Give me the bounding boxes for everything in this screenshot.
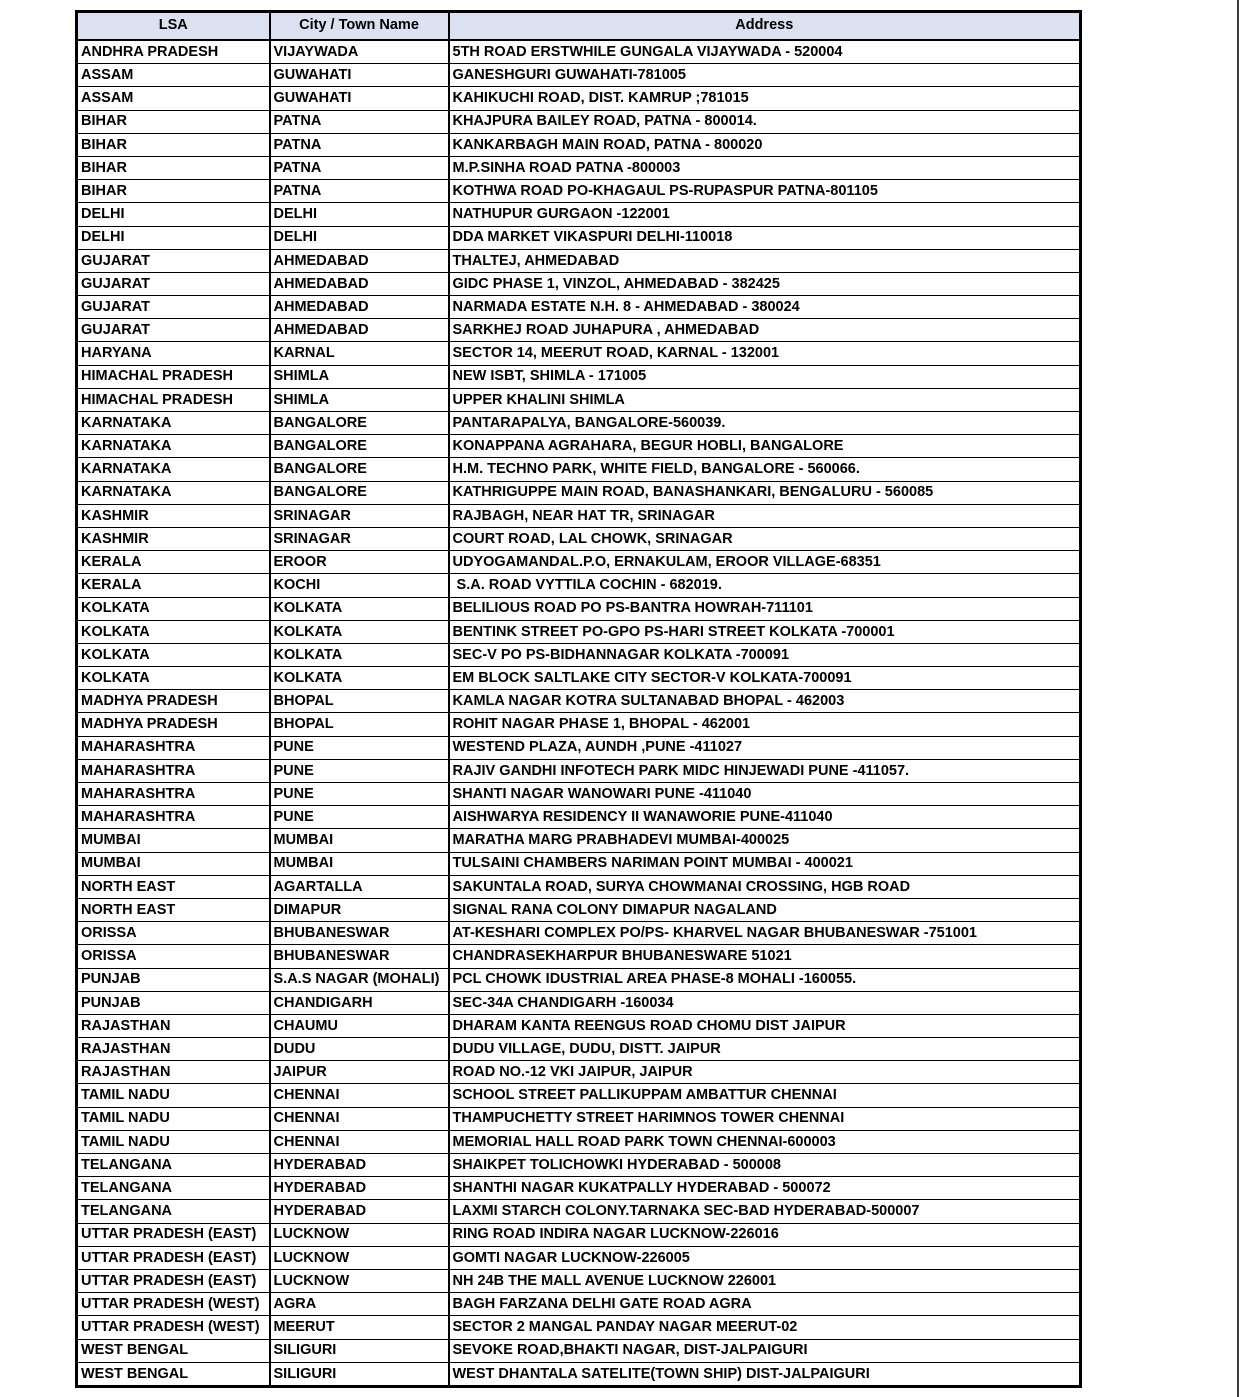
table-row — [77, 203, 1081, 226]
lsa-cell: HARYANA — [77, 342, 270, 365]
lsa-cell: WEST BENGAL — [77, 1362, 270, 1386]
address-cell: UDYOGAMANDAL.P.O, ERNAKULAM, EROOR VILLAGE-68351 — [449, 551, 1081, 574]
lsa-cell: NORTH EAST — [77, 875, 270, 898]
lsa-cell: GUJARAT — [77, 319, 270, 342]
lsa-cell: KOLKATA — [77, 620, 270, 643]
table-row — [77, 1038, 1081, 1061]
lsa-cell: TAMIL NADU — [77, 1084, 270, 1107]
address-cell: KONAPPANA AGRAHARA, BEGUR HOBLI, BANGALORE — [449, 435, 1081, 458]
table-row — [77, 481, 1081, 504]
address-cell: AISHWARYA RESIDENCY II WANAWORIE PUNE-411040 — [449, 806, 1081, 829]
city-cell: DELHI — [270, 203, 449, 226]
city-cell: PATNA — [270, 133, 449, 156]
city-cell: KOLKATA — [270, 597, 449, 620]
table-row — [77, 388, 1081, 411]
lsa-cell: PUNJAB — [77, 991, 270, 1014]
lsa-cell: UTTAR PRADESH (EAST) — [77, 1246, 270, 1269]
address-cell: KANKARBAGH MAIN ROAD, PATNA - 800020 — [449, 133, 1081, 156]
city-cell: PATNA — [270, 180, 449, 203]
lsa-cell: MAHARASHTRA — [77, 736, 270, 759]
address-cell: LAXMI STARCH COLONY.TARNAKA SEC-BAD HYDERABAD-500007 — [449, 1200, 1081, 1223]
city-cell: BANGALORE — [270, 435, 449, 458]
lsa-cell: KOLKATA — [77, 643, 270, 666]
lsa-cell: KARNATAKA — [77, 458, 270, 481]
city-cell: MEERUT — [270, 1316, 449, 1339]
city-cell: KOLKATA — [270, 620, 449, 643]
address-cell: SIGNAL RANA COLONY DIMAPUR NAGALAND — [449, 898, 1081, 921]
lsa-cell: TAMIL NADU — [77, 1107, 270, 1130]
address-cell: KAHIKUCHI ROAD, DIST. KAMRUP ;781015 — [449, 87, 1081, 110]
address-cell: COURT ROAD, LAL CHOWK, SRINAGAR — [449, 527, 1081, 550]
table-row — [77, 690, 1081, 713]
lsa-cell: ORISSA — [77, 922, 270, 945]
table-row — [77, 783, 1081, 806]
address-cell: AT-KESHARI COMPLEX PO/PS- KHARVEL NAGAR BHUBANESWAR -751001 — [449, 922, 1081, 945]
table-row — [77, 852, 1081, 875]
city-cell: KOLKATA — [270, 667, 449, 690]
address-cell: MARATHA MARG PRABHADEVI MUMBAI-400025 — [449, 829, 1081, 852]
city-cell: HYDERABAD — [270, 1154, 449, 1177]
table-row — [77, 1014, 1081, 1037]
city-cell: CHENNAI — [270, 1084, 449, 1107]
address-cell: SEC-34A CHANDIGARH -160034 — [449, 991, 1081, 1014]
city-cell: DELHI — [270, 226, 449, 249]
table-row — [77, 1339, 1081, 1362]
lsa-cell: BIHAR — [77, 180, 270, 203]
table-row — [77, 551, 1081, 574]
city-cell: PUNE — [270, 736, 449, 759]
address-cell: RING ROAD INDIRA NAGAR LUCKNOW-226016 — [449, 1223, 1081, 1246]
city-cell: PUNE — [270, 806, 449, 829]
table-row — [77, 736, 1081, 759]
city-cell: LUCKNOW — [270, 1269, 449, 1292]
table-row — [77, 968, 1081, 991]
address-cell: GANESHGURI GUWAHATI-781005 — [449, 64, 1081, 87]
city-cell: EROOR — [270, 551, 449, 574]
address-cell: NH 24B THE MALL AVENUE LUCKNOW 226001 — [449, 1269, 1081, 1292]
address-cell: UPPER KHALINI SHIMLA — [449, 388, 1081, 411]
city-cell: AHMEDABAD — [270, 319, 449, 342]
city-cell: VIJAYWADA — [270, 40, 449, 64]
lsa-cell: TELANGANA — [77, 1177, 270, 1200]
lsa-cell: HIMACHAL PRADESH — [77, 388, 270, 411]
lsa-cell: GUJARAT — [77, 272, 270, 295]
address-cell: SCHOOL STREET PALLIKUPPAM AMBATTUR CHENNAI — [449, 1084, 1081, 1107]
address-cell: H.M. TECHNO PARK, WHITE FIELD, BANGALORE - 560066. — [449, 458, 1081, 481]
table-row — [77, 156, 1081, 179]
lsa-cell: BIHAR — [77, 133, 270, 156]
address-cell: DUDU VILLAGE, DUDU, DISTT. JAIPUR — [449, 1038, 1081, 1061]
table-row — [77, 527, 1081, 550]
table-row — [77, 1107, 1081, 1130]
address-cell: SHANTI NAGAR WANOWARI PUNE -411040 — [449, 783, 1081, 806]
lsa-cell: TELANGANA — [77, 1200, 270, 1223]
table-row — [77, 40, 1081, 64]
address-cell: 5TH ROAD ERSTWHILE GUNGALA VIJAYWADA - 520004 — [449, 40, 1081, 64]
lsa-cell: NORTH EAST — [77, 898, 270, 921]
lsa-cell: TELANGANA — [77, 1154, 270, 1177]
address-cell: ROAD NO.-12 VKI JAIPUR, JAIPUR — [449, 1061, 1081, 1084]
table-row — [77, 620, 1081, 643]
address-cell: RAJBAGH, NEAR HAT TR, SRINAGAR — [449, 504, 1081, 527]
table-header-row — [77, 12, 1081, 41]
lsa-cell: KOLKATA — [77, 597, 270, 620]
city-cell: SILIGURI — [270, 1339, 449, 1362]
address-cell: SARKHEJ ROAD JUHAPURA , AHMEDABAD — [449, 319, 1081, 342]
city-cell: PUNE — [270, 759, 449, 782]
lsa-cell: WEST BENGAL — [77, 1339, 270, 1362]
city-cell: S.A.S NAGAR (MOHALI) — [270, 968, 449, 991]
column-header-lsa: LSA — [77, 12, 270, 41]
address-cell: CHANDRASEKHARPUR BHUBANESWARE 51021 — [449, 945, 1081, 968]
address-cell: EM BLOCK SALTLAKE CITY SECTOR-V KOLKATA-700091 — [449, 667, 1081, 690]
table-row — [77, 1316, 1081, 1339]
lsa-cell: DELHI — [77, 203, 270, 226]
table-row — [77, 87, 1081, 110]
city-cell: PUNE — [270, 783, 449, 806]
address-cell: MEMORIAL HALL ROAD PARK TOWN CHENNAI-600003 — [449, 1130, 1081, 1153]
city-cell: KARNAL — [270, 342, 449, 365]
city-cell: AGARTALLA — [270, 875, 449, 898]
address-cell: WEST DHANTALA SATELITE(TOWN SHIP) DIST-JALPAIGURI — [449, 1362, 1081, 1386]
address-cell: ROHIT NAGAR PHASE 1, BHOPAL - 462001 — [449, 713, 1081, 736]
lsa-cell: MADHYA PRADESH — [77, 690, 270, 713]
lsa-cell: UTTAR PRADESH (WEST) — [77, 1316, 270, 1339]
table-row — [77, 64, 1081, 87]
table-row — [77, 1223, 1081, 1246]
lsa-cell: MAHARASHTRA — [77, 806, 270, 829]
lsa-cell: MUMBAI — [77, 852, 270, 875]
lsa-cell: MUMBAI — [77, 829, 270, 852]
city-cell: GUWAHATI — [270, 64, 449, 87]
lsa-cell: KOLKATA — [77, 667, 270, 690]
column-header-address: Address — [449, 12, 1081, 41]
city-cell: KOLKATA — [270, 643, 449, 666]
lsa-cell: ASSAM — [77, 87, 270, 110]
locations-table — [75, 10, 1082, 1388]
address-cell: BENTINK STREET PO-GPO PS-HARI STREET KOLKATA -700001 — [449, 620, 1081, 643]
city-cell: SRINAGAR — [270, 527, 449, 550]
table-row — [77, 1130, 1081, 1153]
address-cell: DDA MARKET VIKASPURI DELHI-110018 — [449, 226, 1081, 249]
city-cell: CHENNAI — [270, 1130, 449, 1153]
lsa-cell: UTTAR PRADESH (WEST) — [77, 1293, 270, 1316]
table-row — [77, 365, 1081, 388]
table-row — [77, 597, 1081, 620]
lsa-cell: KASHMIR — [77, 504, 270, 527]
address-cell: SECTOR 14, MEERUT ROAD, KARNAL - 132001 — [449, 342, 1081, 365]
city-cell: MUMBAI — [270, 829, 449, 852]
city-cell: HYDERABAD — [270, 1200, 449, 1223]
city-cell: KOCHI — [270, 574, 449, 597]
address-cell: SHAIKPET TOLICHOWKI HYDERABAD - 500008 — [449, 1154, 1081, 1177]
table-row — [77, 133, 1081, 156]
table-row — [77, 1246, 1081, 1269]
table-row — [77, 643, 1081, 666]
lsa-cell: KERALA — [77, 551, 270, 574]
lsa-cell: KARNATAKA — [77, 435, 270, 458]
lsa-cell: PUNJAB — [77, 968, 270, 991]
city-cell: JAIPUR — [270, 1061, 449, 1084]
lsa-cell: RAJASTHAN — [77, 1038, 270, 1061]
address-cell: KAMLA NAGAR KOTRA SULTANABAD BHOPAL - 462003 — [449, 690, 1081, 713]
lsa-cell: MAHARASHTRA — [77, 759, 270, 782]
lsa-cell: KARNATAKA — [77, 481, 270, 504]
lsa-cell: UTTAR PRADESH (EAST) — [77, 1223, 270, 1246]
city-cell: HYDERABAD — [270, 1177, 449, 1200]
city-cell: MUMBAI — [270, 852, 449, 875]
table-row — [77, 249, 1081, 272]
table-row — [77, 180, 1081, 203]
table-row — [77, 226, 1081, 249]
table-row — [77, 875, 1081, 898]
city-cell: DIMAPUR — [270, 898, 449, 921]
table-row — [77, 110, 1081, 133]
table-row — [77, 806, 1081, 829]
lsa-cell: ANDHRA PRADESH — [77, 40, 270, 64]
lsa-cell: ASSAM — [77, 64, 270, 87]
lsa-cell: GUJARAT — [77, 296, 270, 319]
lsa-cell: RAJASTHAN — [77, 1014, 270, 1037]
lsa-cell: BIHAR — [77, 110, 270, 133]
address-cell: GOMTI NAGAR LUCKNOW-226005 — [449, 1246, 1081, 1269]
table-row — [77, 1177, 1081, 1200]
address-cell: SEC-V PO PS-BIDHANNAGAR KOLKATA -700091 — [449, 643, 1081, 666]
lsa-cell: KARNATAKA — [77, 412, 270, 435]
table-row — [77, 713, 1081, 736]
lsa-cell: GUJARAT — [77, 249, 270, 272]
lsa-cell: UTTAR PRADESH (EAST) — [77, 1269, 270, 1292]
table-row — [77, 945, 1081, 968]
city-cell: BANGALORE — [270, 481, 449, 504]
city-cell: CHENNAI — [270, 1107, 449, 1130]
address-cell: S.A. ROAD VYTTILA COCHIN - 682019. — [449, 574, 1081, 597]
city-cell: SHIMLA — [270, 388, 449, 411]
city-cell: CHANDIGARH — [270, 991, 449, 1014]
lsa-cell: MADHYA PRADESH — [77, 713, 270, 736]
table-row — [77, 1293, 1081, 1316]
city-cell: CHAUMU — [270, 1014, 449, 1037]
address-cell: THALTEJ, AHMEDABAD — [449, 249, 1081, 272]
address-cell: KHAJPURA BAILEY ROAD, PATNA - 800014. — [449, 110, 1081, 133]
city-cell: BANGALORE — [270, 458, 449, 481]
city-cell: LUCKNOW — [270, 1223, 449, 1246]
address-cell: SAKUNTALA ROAD, SURYA CHOWMANAI CROSSING, HGB ROAD — [449, 875, 1081, 898]
city-cell: SHIMLA — [270, 365, 449, 388]
table-row — [77, 296, 1081, 319]
city-cell: AHMEDABAD — [270, 272, 449, 295]
lsa-cell: DELHI — [77, 226, 270, 249]
lsa-cell: ORISSA — [77, 945, 270, 968]
city-cell: BHOPAL — [270, 690, 449, 713]
address-cell: KATHRIGUPPE MAIN ROAD, BANASHANKARI, BENGALURU - 560085 — [449, 481, 1081, 504]
table-row — [77, 504, 1081, 527]
table-row — [77, 342, 1081, 365]
address-cell: NARMADA ESTATE N.H. 8 - AHMEDABAD - 380024 — [449, 296, 1081, 319]
address-cell: RAJIV GANDHI INFOTECH PARK MIDC HINJEWADI PUNE -411057. — [449, 759, 1081, 782]
table-row — [77, 458, 1081, 481]
table-row — [77, 759, 1081, 782]
address-cell: GIDC PHASE 1, VINZOL, AHMEDABAD - 382425 — [449, 272, 1081, 295]
address-cell: SHANTHI NAGAR KUKATPALLY HYDERABAD - 500072 — [449, 1177, 1081, 1200]
address-cell: SECTOR 2 MANGAL PANDAY NAGAR MEERUT-02 — [449, 1316, 1081, 1339]
table-row — [77, 435, 1081, 458]
table-row — [77, 1154, 1081, 1177]
table-row — [77, 574, 1081, 597]
address-cell: M.P.SINHA ROAD PATNA -800003 — [449, 156, 1081, 179]
table-row — [77, 1269, 1081, 1292]
table-row — [77, 898, 1081, 921]
table-row — [77, 829, 1081, 852]
table-row — [77, 1200, 1081, 1223]
city-cell: SILIGURI — [270, 1362, 449, 1386]
address-cell: PCL CHOWK IDUSTRIAL AREA PHASE-8 MOHALI -160055. — [449, 968, 1081, 991]
address-cell: BAGH FARZANA DELHI GATE ROAD AGRA — [449, 1293, 1081, 1316]
address-cell: BELILIOUS ROAD PO PS-BANTRA HOWRAH-711101 — [449, 597, 1081, 620]
lsa-cell: RAJASTHAN — [77, 1061, 270, 1084]
address-cell: NATHUPUR GURGAON -122001 — [449, 203, 1081, 226]
lsa-cell: TAMIL NADU — [77, 1130, 270, 1153]
city-cell: GUWAHATI — [270, 87, 449, 110]
city-cell: BHUBANESWAR — [270, 945, 449, 968]
table-row — [77, 667, 1081, 690]
address-cell: KOTHWA ROAD PO-KHAGAUL PS-RUPASPUR PATNA-801105 — [449, 180, 1081, 203]
city-cell: BANGALORE — [270, 412, 449, 435]
city-cell: AGRA — [270, 1293, 449, 1316]
table-row — [77, 272, 1081, 295]
table-row — [77, 922, 1081, 945]
address-cell: PANTARAPALYA, BANGALORE-560039. — [449, 412, 1081, 435]
city-cell: SRINAGAR — [270, 504, 449, 527]
address-cell: DHARAM KANTA REENGUS ROAD CHOMU DIST JAIPUR — [449, 1014, 1081, 1037]
address-cell: NEW ISBT, SHIMLA - 171005 — [449, 365, 1081, 388]
table-row — [77, 1061, 1081, 1084]
lsa-cell: KASHMIR — [77, 527, 270, 550]
table-body — [77, 40, 1081, 1386]
table-row — [77, 1362, 1081, 1386]
address-cell: SEVOKE ROAD,BHAKTI NAGAR, DIST-JALPAIGURI — [449, 1339, 1081, 1362]
city-cell: LUCKNOW — [270, 1246, 449, 1269]
city-cell: DUDU — [270, 1038, 449, 1061]
city-cell: PATNA — [270, 156, 449, 179]
column-header-city-town-name: City / Town Name — [270, 12, 449, 41]
lsa-cell: MAHARASHTRA — [77, 783, 270, 806]
city-cell: AHMEDABAD — [270, 296, 449, 319]
lsa-cell: BIHAR — [77, 156, 270, 179]
lsa-cell: KERALA — [77, 574, 270, 597]
address-cell: TULSAINI CHAMBERS NARIMAN POINT MUMBAI - 400021 — [449, 852, 1081, 875]
city-cell: PATNA — [270, 110, 449, 133]
city-cell: AHMEDABAD — [270, 249, 449, 272]
table-row — [77, 991, 1081, 1014]
lsa-cell: HIMACHAL PRADESH — [77, 365, 270, 388]
table-row — [77, 412, 1081, 435]
city-cell: BHOPAL — [270, 713, 449, 736]
table-row — [77, 319, 1081, 342]
address-cell: WESTEND PLAZA, AUNDH ,PUNE -411027 — [449, 736, 1081, 759]
city-cell: BHUBANESWAR — [270, 922, 449, 945]
address-cell: THAMPUCHETTY STREET HARIMNOS TOWER CHENNAI — [449, 1107, 1081, 1130]
table-row — [77, 1084, 1081, 1107]
